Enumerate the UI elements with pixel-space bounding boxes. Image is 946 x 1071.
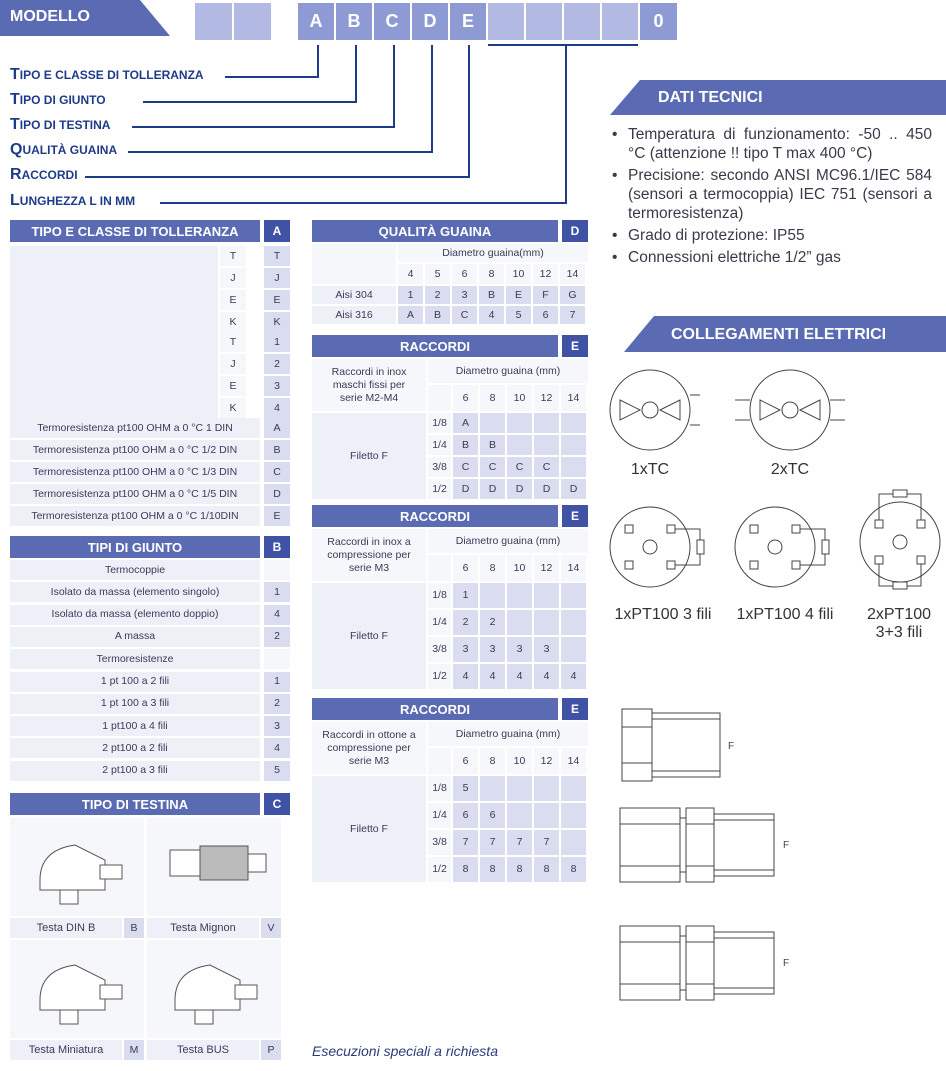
wiring-1xtc-label: 1xTC	[630, 461, 670, 478]
raccordi-cell: 8	[507, 857, 532, 882]
raccordi-cell: C	[507, 457, 532, 477]
tolleranza-rtd-row: Termoresistenza pt100 OHM a 0 °C 1/10DIN	[10, 506, 260, 526]
raccordi-code: E	[562, 698, 588, 720]
giunto-row: Termoresistenze	[10, 649, 260, 669]
tolleranza-title: TIPO E CLASSE DI TOLLERANZA	[10, 220, 260, 242]
modello-box: C	[374, 3, 410, 40]
testina-name: Testa DIN B	[10, 918, 122, 938]
legend-line-v	[468, 45, 470, 178]
raccordi-cell	[561, 435, 586, 455]
raccordi-cell: 8	[480, 857, 505, 882]
testa-bus-image	[165, 950, 265, 1030]
raccordi-title: RACCORDI	[312, 505, 558, 527]
raccordi-cell: 1	[453, 583, 478, 608]
guaina-row-label: Aisi 304	[312, 286, 396, 304]
raccordi-cell: 8	[534, 857, 559, 882]
legend-rest: IPO E CLASSE DI TOLLERANZA	[19, 68, 204, 82]
legend-line-v	[565, 45, 567, 204]
tolleranza-code: A	[264, 220, 290, 242]
testina-code-cell: P	[261, 1040, 281, 1060]
raccordi-cell: 4	[534, 664, 559, 689]
testa-din-b-image	[30, 830, 130, 910]
guaina-title: QUALITÀ GUAINA	[312, 220, 558, 242]
tolleranza-rtd-row: Termoresistenza pt100 OHM a 0 °C 1 DIN	[10, 418, 260, 438]
testina-code: C	[264, 793, 290, 815]
raccordi-cell: D	[507, 479, 532, 499]
giunto-row: 1 pt100 a 4 fili	[10, 716, 260, 736]
fitting-compression-inox-drawing	[618, 800, 803, 890]
collegamenti-title: COLLEGAMENTI ELETTRICI	[671, 326, 887, 343]
legend-line-v	[431, 45, 433, 153]
dati-tecnici-list	[612, 125, 932, 270]
legend-line-h	[128, 151, 431, 153]
legend-initial: T	[10, 116, 20, 133]
fitting-male-thread-label: F	[728, 741, 735, 752]
raccordi-cell	[507, 610, 532, 635]
tolleranza-rtd-row: Termoresistenza pt100 OHM a 0 °C 1/5 DIN	[10, 484, 260, 504]
raccordi-cell	[561, 610, 586, 635]
testa-mignon-image	[165, 840, 275, 890]
guaina-col-header: 10	[506, 264, 531, 284]
guaina-cell: 3	[452, 286, 477, 304]
raccordi-subtitle: Diametro guaina (mm)	[428, 722, 588, 746]
tolleranza-rtd-row: Termoresistenza pt100 OHM a 0 °C 1/2 DIN	[10, 440, 260, 460]
raccordi-thread-size: 3/8	[428, 457, 451, 477]
raccordi-cell: B	[453, 435, 478, 455]
modello-box	[195, 3, 232, 40]
guaina-col-header: 14	[560, 264, 585, 284]
legend-initial: R	[10, 166, 22, 183]
raccordi-cell	[561, 583, 586, 608]
raccordi-cell: 4	[453, 664, 478, 689]
tolleranza-rtd-code: E	[264, 506, 290, 526]
giunto-row: 2 pt100 a 2 fili	[10, 738, 260, 758]
legend-rest: UALITÀ GUAINA	[22, 143, 118, 157]
tolleranza-code-cell: 2	[264, 354, 290, 374]
guaina-cell: F	[533, 286, 558, 304]
raccordi-cell	[561, 637, 586, 662]
raccordi-cell	[561, 413, 586, 433]
raccordi-cell	[480, 413, 505, 433]
modello-box	[602, 3, 638, 40]
giunto-row-code: 2	[264, 627, 290, 647]
raccordi-thread-size: 1/8	[428, 413, 451, 433]
raccordi-cell	[534, 435, 559, 455]
guaina-cell: 1	[398, 286, 423, 304]
raccordi-cell: 4	[561, 664, 586, 689]
raccordi-thread-size: 3/8	[428, 830, 451, 855]
tolleranza-code-cell: 1	[264, 332, 290, 352]
guaina-col-header: 4	[398, 264, 423, 284]
raccordi-title: RACCORDI	[312, 698, 558, 720]
legend-item	[10, 91, 106, 109]
tolleranza-type: J	[220, 354, 246, 374]
tolleranza-type: E	[220, 290, 246, 310]
raccordi-desc: Raccordi in inox a compressione per serie M3	[312, 529, 426, 581]
tolleranza-type: K	[220, 398, 246, 418]
guaina-code: D	[562, 220, 588, 242]
giunto-row-code: 1	[264, 582, 290, 602]
raccordi-cell: D	[561, 479, 586, 499]
legend-line-v	[393, 45, 395, 128]
legend-bracket	[488, 44, 638, 46]
raccordi-cell	[561, 457, 586, 477]
giunto-row: Termocoppie	[10, 560, 260, 580]
guaina-cell: C	[452, 306, 477, 324]
raccordi-cell	[561, 830, 586, 855]
testina-name: Testa BUS	[147, 1040, 259, 1060]
modello-box: A	[298, 3, 334, 40]
raccordi-cell: 5	[453, 776, 478, 801]
guaina-corner	[312, 244, 396, 284]
tolleranza-rtd-code: C	[264, 462, 290, 482]
legend-line-v	[355, 45, 357, 103]
guaina-row-label: Aisi 316	[312, 306, 396, 324]
legend-item	[10, 66, 204, 84]
raccordi-cell: 6	[480, 803, 505, 828]
raccordi-code: E	[562, 505, 588, 527]
wiring-1xpt100-3-label: 1xPT100 3 fili	[614, 606, 712, 623]
raccordi-thread-label: Filetto F	[312, 583, 426, 689]
legend-line-h	[143, 101, 355, 103]
raccordi-cell: C	[480, 457, 505, 477]
raccordi-header-spacer	[428, 748, 451, 774]
raccordi-col-header: 14	[561, 385, 586, 411]
raccordi-cell: 7	[507, 830, 532, 855]
raccordi-col-header: 14	[561, 748, 586, 774]
testina-name: Testa Mignon	[147, 918, 259, 938]
raccordi-cell: 7	[453, 830, 478, 855]
raccordi-cell: 7	[534, 830, 559, 855]
guaina-cell: 7	[560, 306, 585, 324]
legend-rest: UNGHEZZA L IN MM	[19, 194, 136, 208]
testina-code-cell: V	[261, 918, 281, 938]
wiring-2xpt100-diagram	[855, 490, 945, 590]
raccordi-col-header: 8	[480, 385, 505, 411]
giunto-row-code: 3	[264, 716, 290, 736]
raccordi-cell: 3	[480, 637, 505, 662]
modello-box: D	[412, 3, 448, 40]
wiring-2xpt100-label: 2xPT100 3+3 fili	[866, 606, 932, 641]
tolleranza-type: K	[220, 312, 246, 332]
giunto-row: Isolato da massa (elemento doppio)	[10, 605, 260, 625]
modello-banner	[0, 0, 170, 36]
raccordi-col-header: 12	[534, 555, 559, 581]
giunto-row-code	[264, 649, 290, 669]
raccordi-subtitle: Diametro guaina (mm)	[428, 359, 588, 383]
raccordi-cell	[507, 803, 532, 828]
guaina-cell: B	[479, 286, 504, 304]
giunto-row-code	[264, 560, 290, 580]
guaina-cell: A	[398, 306, 423, 324]
footnote: Esecuzioni speciali a richiesta	[312, 1043, 498, 1059]
guaina-col-header: 12	[533, 264, 558, 284]
tolleranza-rtd-code: A	[264, 418, 290, 438]
tolleranza-type: T	[220, 332, 246, 352]
raccordi-header-spacer	[428, 555, 451, 581]
raccordi-cell: A	[453, 413, 478, 433]
raccordi-cell: 8	[561, 857, 586, 882]
guaina-cell: 4	[479, 306, 504, 324]
testina-code-cell: B	[124, 918, 144, 938]
raccordi-cell	[507, 583, 532, 608]
wiring-2xtc-label: 2xTC	[770, 461, 810, 478]
wiring-1xpt100-4-diagram	[730, 505, 830, 590]
tolleranza-code-cell: T	[264, 246, 290, 266]
fitting-inox-thread-label: F	[783, 840, 790, 851]
raccordi-title: RACCORDI	[312, 335, 558, 357]
tolleranza-code-cell: 3	[264, 376, 290, 396]
legend-rest: IPO DI GIUNTO	[19, 93, 106, 107]
tolleranza-type: E	[220, 376, 246, 396]
modello-box: 0	[640, 3, 677, 40]
raccordi-cell: D	[480, 479, 505, 499]
legend-item	[10, 192, 135, 210]
raccordi-cell: 6	[453, 803, 478, 828]
modello-box	[564, 3, 600, 40]
raccordi-cell: C	[453, 457, 478, 477]
wiring-1xpt100-4-label: 1xPT100 4 fili	[736, 606, 834, 623]
raccordi-desc: Raccordi in inox maschi fissi per serie M2-M4	[312, 359, 426, 411]
giunto-row: 1 pt 100 a 2 fili	[10, 672, 260, 692]
modello-box	[488, 3, 524, 40]
testina-code-cell: M	[124, 1040, 144, 1060]
guaina-subtitle: Diametro guaina(mm)	[398, 244, 588, 262]
giunto-row: 2 pt100 a 3 fili	[10, 761, 260, 781]
giunto-code: B	[264, 536, 290, 558]
legend-item	[10, 116, 110, 134]
raccordi-cell: D	[534, 479, 559, 499]
legend-line-h	[225, 76, 317, 78]
modello-box	[526, 3, 562, 40]
raccordi-cell	[507, 413, 532, 433]
raccordi-thread-size: 1/8	[428, 583, 451, 608]
raccordi-thread-label: Filetto F	[312, 413, 426, 499]
raccordi-cell	[534, 583, 559, 608]
giunto-title: TIPI DI GIUNTO	[10, 536, 260, 558]
raccordi-cell	[534, 776, 559, 801]
raccordi-cell	[561, 803, 586, 828]
raccordi-cell	[534, 803, 559, 828]
fitting-brass-thread-label: F	[783, 958, 790, 969]
raccordi-thread-size: 1/4	[428, 435, 451, 455]
raccordi-col-header: 10	[507, 385, 532, 411]
tolleranza-group-label	[10, 332, 218, 418]
raccordi-code: E	[562, 335, 588, 357]
raccordi-col-header: 10	[507, 748, 532, 774]
raccordi-col-header: 12	[534, 385, 559, 411]
legend-item	[10, 166, 78, 184]
raccordi-cell	[534, 610, 559, 635]
guaina-cell: G	[560, 286, 585, 304]
raccordi-thread-size: 1/2	[428, 664, 451, 689]
raccordi-header-spacer	[428, 385, 451, 411]
giunto-row-code: 5	[264, 761, 290, 781]
legend-initial: Q	[10, 141, 23, 158]
guaina-cell: 6	[533, 306, 558, 324]
raccordi-cell: 4	[507, 664, 532, 689]
tolleranza-group-label	[10, 246, 218, 332]
raccordi-col-header: 8	[480, 555, 505, 581]
collegamenti-banner	[624, 316, 946, 352]
legend-item	[10, 141, 117, 159]
raccordi-cell	[561, 776, 586, 801]
modello-box: E	[450, 3, 486, 40]
giunto-row: Isolato da massa (elemento singolo)	[10, 582, 260, 602]
testa-miniatura-image	[30, 950, 130, 1030]
testina-name: Testa Miniatura	[10, 1040, 122, 1060]
raccordi-thread-size: 1/2	[428, 479, 451, 499]
fitting-compression-brass-drawing	[618, 918, 803, 1008]
giunto-row-code: 2	[264, 694, 290, 714]
legend-line-v	[317, 45, 319, 78]
modello-box	[234, 3, 271, 40]
raccordi-cell	[480, 776, 505, 801]
tolleranza-code-cell: E	[264, 290, 290, 310]
legend-line-h	[160, 202, 565, 204]
raccordi-thread-size: 1/8	[428, 776, 451, 801]
raccordi-cell: 3	[534, 637, 559, 662]
raccordi-col-header: 12	[534, 748, 559, 774]
wiring-2xtc-diagram	[735, 365, 845, 455]
tolleranza-type: T	[220, 246, 246, 266]
raccordi-thread-size: 1/4	[428, 610, 451, 635]
raccordi-cell: 2	[453, 610, 478, 635]
legend-initial: T	[10, 91, 20, 108]
raccordi-desc: Raccordi in ottone a compressione per serie M3	[312, 722, 426, 774]
tolleranza-code-cell: K	[264, 312, 290, 332]
guaina-col-header: 5	[425, 264, 450, 284]
legend-rest: ACCORDI	[21, 168, 78, 182]
dati-tecnici-title: DATI TECNICI	[658, 89, 763, 106]
raccordi-thread-label: Filetto F	[312, 776, 426, 882]
giunto-row-code: 4	[264, 605, 290, 625]
raccordi-cell: B	[480, 435, 505, 455]
giunto-row: A massa	[10, 627, 260, 647]
legend-initial: T	[10, 66, 20, 83]
raccordi-cell: 3	[453, 637, 478, 662]
tolleranza-code-cell: 4	[264, 398, 290, 418]
tolleranza-rtd-code: B	[264, 440, 290, 460]
dati-tecnici-item: • Precisione: secondo ANSI MC96.1/IEC 584 (sensori a termocoppia) IEC 751 (sensori a termoresistenza)	[612, 166, 932, 223]
raccordi-col-header: 6	[453, 555, 478, 581]
tolleranza-type: J	[220, 268, 246, 288]
giunto-row-code: 4	[264, 738, 290, 758]
raccordi-cell: C	[534, 457, 559, 477]
dati-tecnici-item: • Connessioni elettriche 1/2” gas	[612, 248, 932, 267]
testina-title: TIPO DI TESTINA	[10, 793, 260, 815]
dati-tecnici-item: • Temperatura di funzionamento: -50 .. 450 °C (attenzione !! tipo T max 400 °C)	[612, 125, 932, 163]
raccordi-col-header: 6	[453, 748, 478, 774]
raccordi-col-header: 8	[480, 748, 505, 774]
dati-tecnici-banner	[610, 80, 946, 115]
guaina-cell: B	[425, 306, 450, 324]
raccordi-cell	[507, 435, 532, 455]
guaina-col-header: 8	[479, 264, 504, 284]
raccordi-cell: 4	[480, 664, 505, 689]
raccordi-subtitle: Diametro guaina (mm)	[428, 529, 588, 553]
raccordi-thread-size: 1/2	[428, 857, 451, 882]
raccordi-thread-size: 1/4	[428, 803, 451, 828]
wiring-1xtc-diagram	[605, 365, 705, 455]
raccordi-cell	[507, 776, 532, 801]
raccordi-cell: 3	[507, 637, 532, 662]
raccordi-col-header: 6	[453, 385, 478, 411]
raccordi-col-header: 10	[507, 555, 532, 581]
legend-initial: L	[10, 192, 20, 209]
guaina-cell: 2	[425, 286, 450, 304]
guaina-cell: 5	[506, 306, 531, 324]
raccordi-cell: 2	[480, 610, 505, 635]
raccordi-cell	[480, 583, 505, 608]
tolleranza-rtd-row: Termoresistenza pt100 OHM a 0 °C 1/3 DIN	[10, 462, 260, 482]
legend-rest: IPO DI TESTINA	[19, 118, 111, 132]
legend-line-h	[85, 176, 468, 178]
legend-line-h	[132, 126, 393, 128]
wiring-1xpt100-3-diagram	[605, 505, 705, 590]
raccordi-cell	[534, 413, 559, 433]
tolleranza-rtd-code: D	[264, 484, 290, 504]
tolleranza-code-cell: J	[264, 268, 290, 288]
modello-box: B	[336, 3, 372, 40]
giunto-row-code: 1	[264, 672, 290, 692]
raccordi-cell: D	[453, 479, 478, 499]
raccordi-thread-size: 3/8	[428, 637, 451, 662]
dati-tecnici-item: • Grado di protezione: IP55	[612, 226, 932, 245]
modello-label: MODELLO	[10, 8, 90, 25]
raccordi-col-header: 14	[561, 555, 586, 581]
raccordi-cell: 8	[453, 857, 478, 882]
guaina-cell: E	[506, 286, 531, 304]
giunto-row: 1 pt 100 a 3 fili	[10, 694, 260, 714]
fitting-male-drawing	[620, 705, 740, 785]
guaina-col-header: 6	[452, 264, 477, 284]
raccordi-cell: 7	[480, 830, 505, 855]
